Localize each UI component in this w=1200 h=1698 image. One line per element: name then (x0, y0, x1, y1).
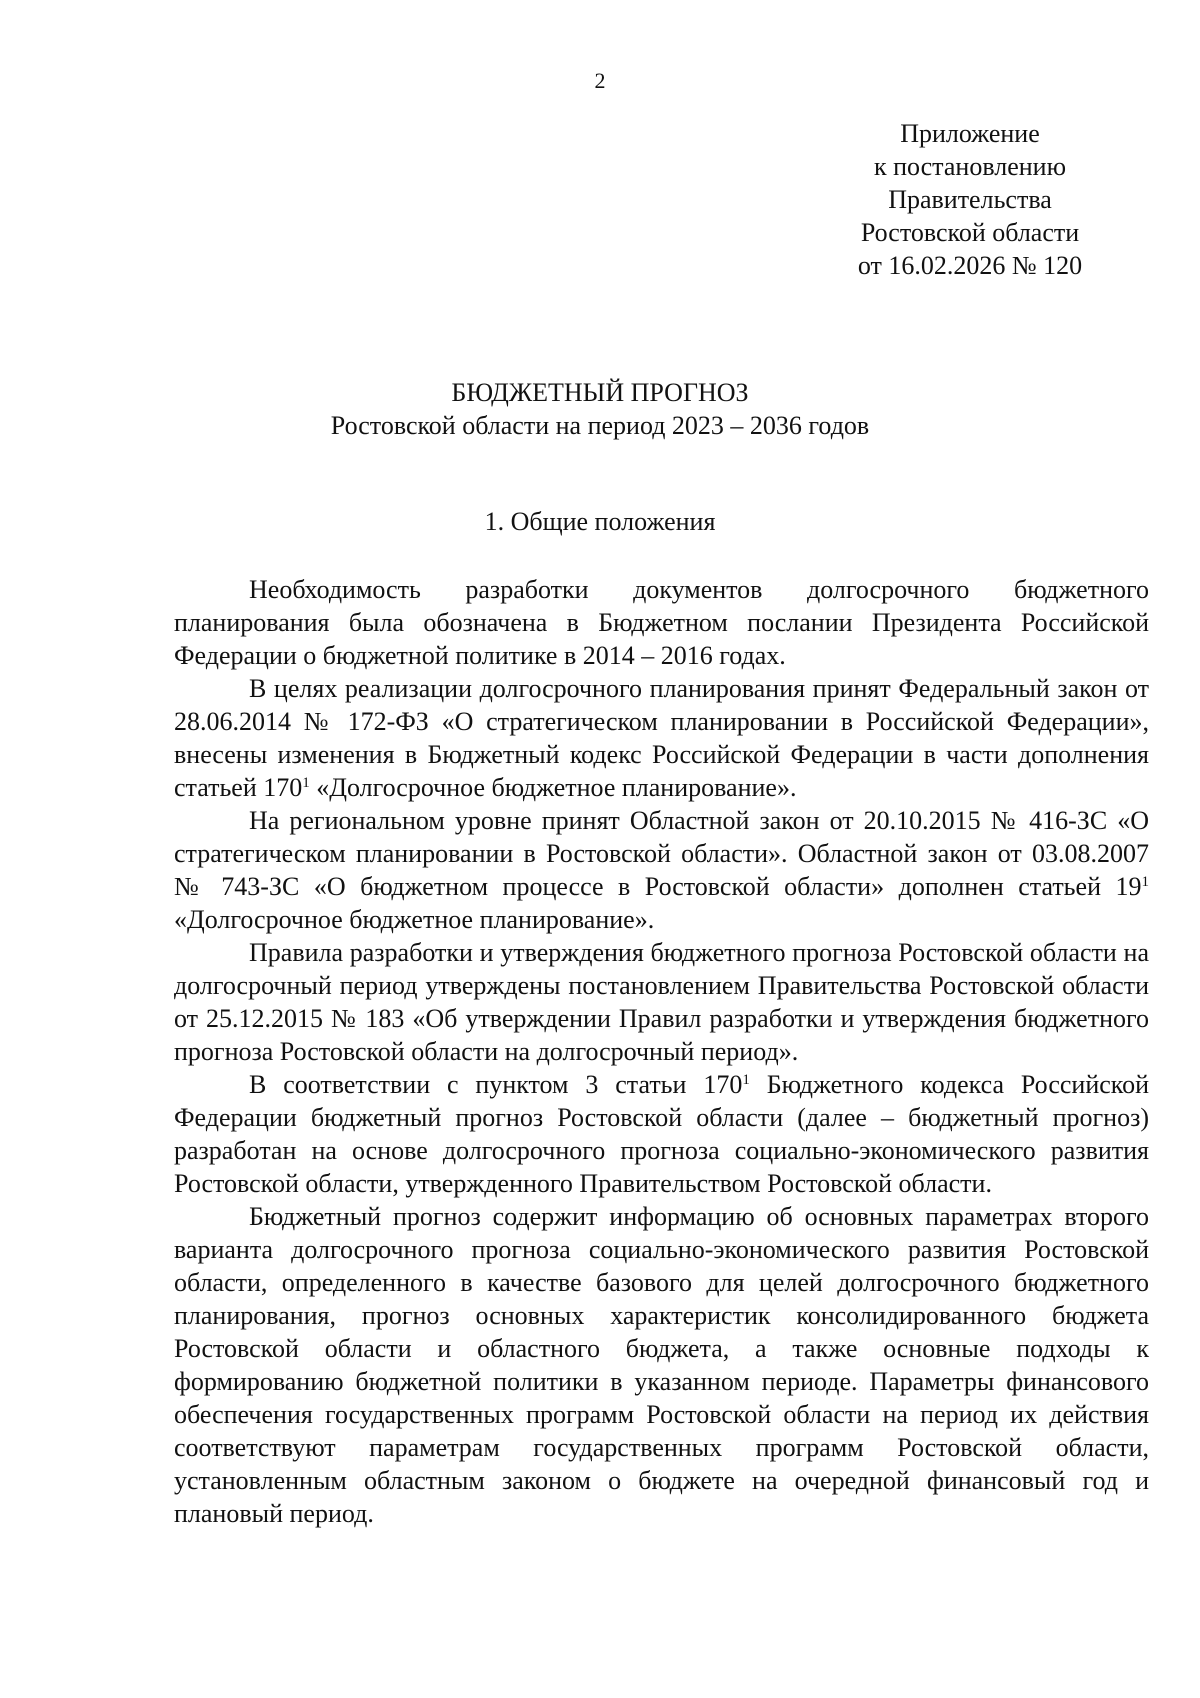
document-title-subtitle: Ростовской области на период 2023 – 2036 годов (330, 411, 870, 440)
superscript: 1 (302, 775, 310, 791)
paragraph (174, 1068, 1149, 1200)
document-title-main: БЮДЖЕТНЫЙ ПРОГНОЗ (451, 378, 749, 407)
paragraph-text: В целях реализации долгосрочного планирования принят Федеральный закон от 28.06.2014 № 172-ФЗ «О стратегическом планировании в Российской Федерации», внесены изменения в Бюджетный кодекс Российской Федерации в части дополнения статьей 170 (174, 674, 1149, 802)
paragraph: Бюджетный прогноз содержит информацию об основных параметрах второго варианта долгосрочного прогноза социально-экономического развития Ростовской области, определенного в качестве базового для целей долгосрочного бюджетного планирования, прогноз основных характеристик консолидированного бюджета Ростовской области и областного бюджета, а также основные подходы к формированию бюджетной политики в указанном периоде. Параметры финансового обеспечения государственных программ Ростовской области на период их действия соответствуют параметрам государственных программ Ростовской области, установленным областным законом о бюджете на очередной финансовый год и плановый период. (174, 1202, 1149, 1528)
section-heading: 1. Общие положения (484, 507, 716, 536)
paragraph: Правила разработки и утверждения бюджетного прогноза Ростовской области на долгосрочный период утверждены постановлением Правительства Ростовской области от 25.12.2015 № 183 «Об утверждении Правил разработки и утверждения бюджетного прогноза Ростовской области на долгосрочный период». (174, 938, 1149, 1066)
paragraph (174, 672, 1149, 804)
document-title (0, 376, 1200, 442)
body-text (174, 573, 1149, 1530)
appendix-line: от 16.02.2026 № 120 (857, 251, 1083, 280)
appendix-line: к постановлению (873, 152, 1067, 181)
appendix-line: Ростовской области (860, 218, 1080, 247)
paragraph-text: «Долгосрочное бюджетное планирование». (174, 905, 655, 934)
page-number: 2 (594, 68, 606, 93)
paragraph: Необходимость разработки документов долгосрочного бюджетного планирования была обозначена в Бюджетном послании Президента Российской Федерации о бюджетной политике в 2014 – 2016 годах. (174, 575, 1149, 670)
superscript: 1 (742, 1072, 750, 1088)
appendix-line: Приложение (900, 119, 1040, 148)
paragraph (174, 804, 1149, 936)
superscript: 1 (1141, 874, 1149, 890)
appendix-block (820, 117, 1120, 282)
paragraph-text: «Долгосрочное бюджетное планирование». (309, 773, 797, 802)
appendix-line: Правительства (888, 185, 1052, 214)
paragraph-text: Бюджетного кодекса Российской Федерации бюджетный прогноз Ростовской области (далее – бюджетный прогноз) разработан на основе долгосрочного прогноза социально-экономического развития Ростовской области, утвержденного Правительством Ростовской области. (174, 1070, 1150, 1198)
paragraph-text: На региональном уровне принят Областной закон от 20.10.2015 № 416-ЗС «О стратегическом планировании в Ростовской области». Областной закон от 03.08.2007 № 743-ЗС «О бюджетном процессе в Ростовской области» дополнен статьей 19 (174, 806, 1149, 901)
paragraph-text: В соответствии с пунктом 3 статьи 170 (249, 1070, 743, 1099)
